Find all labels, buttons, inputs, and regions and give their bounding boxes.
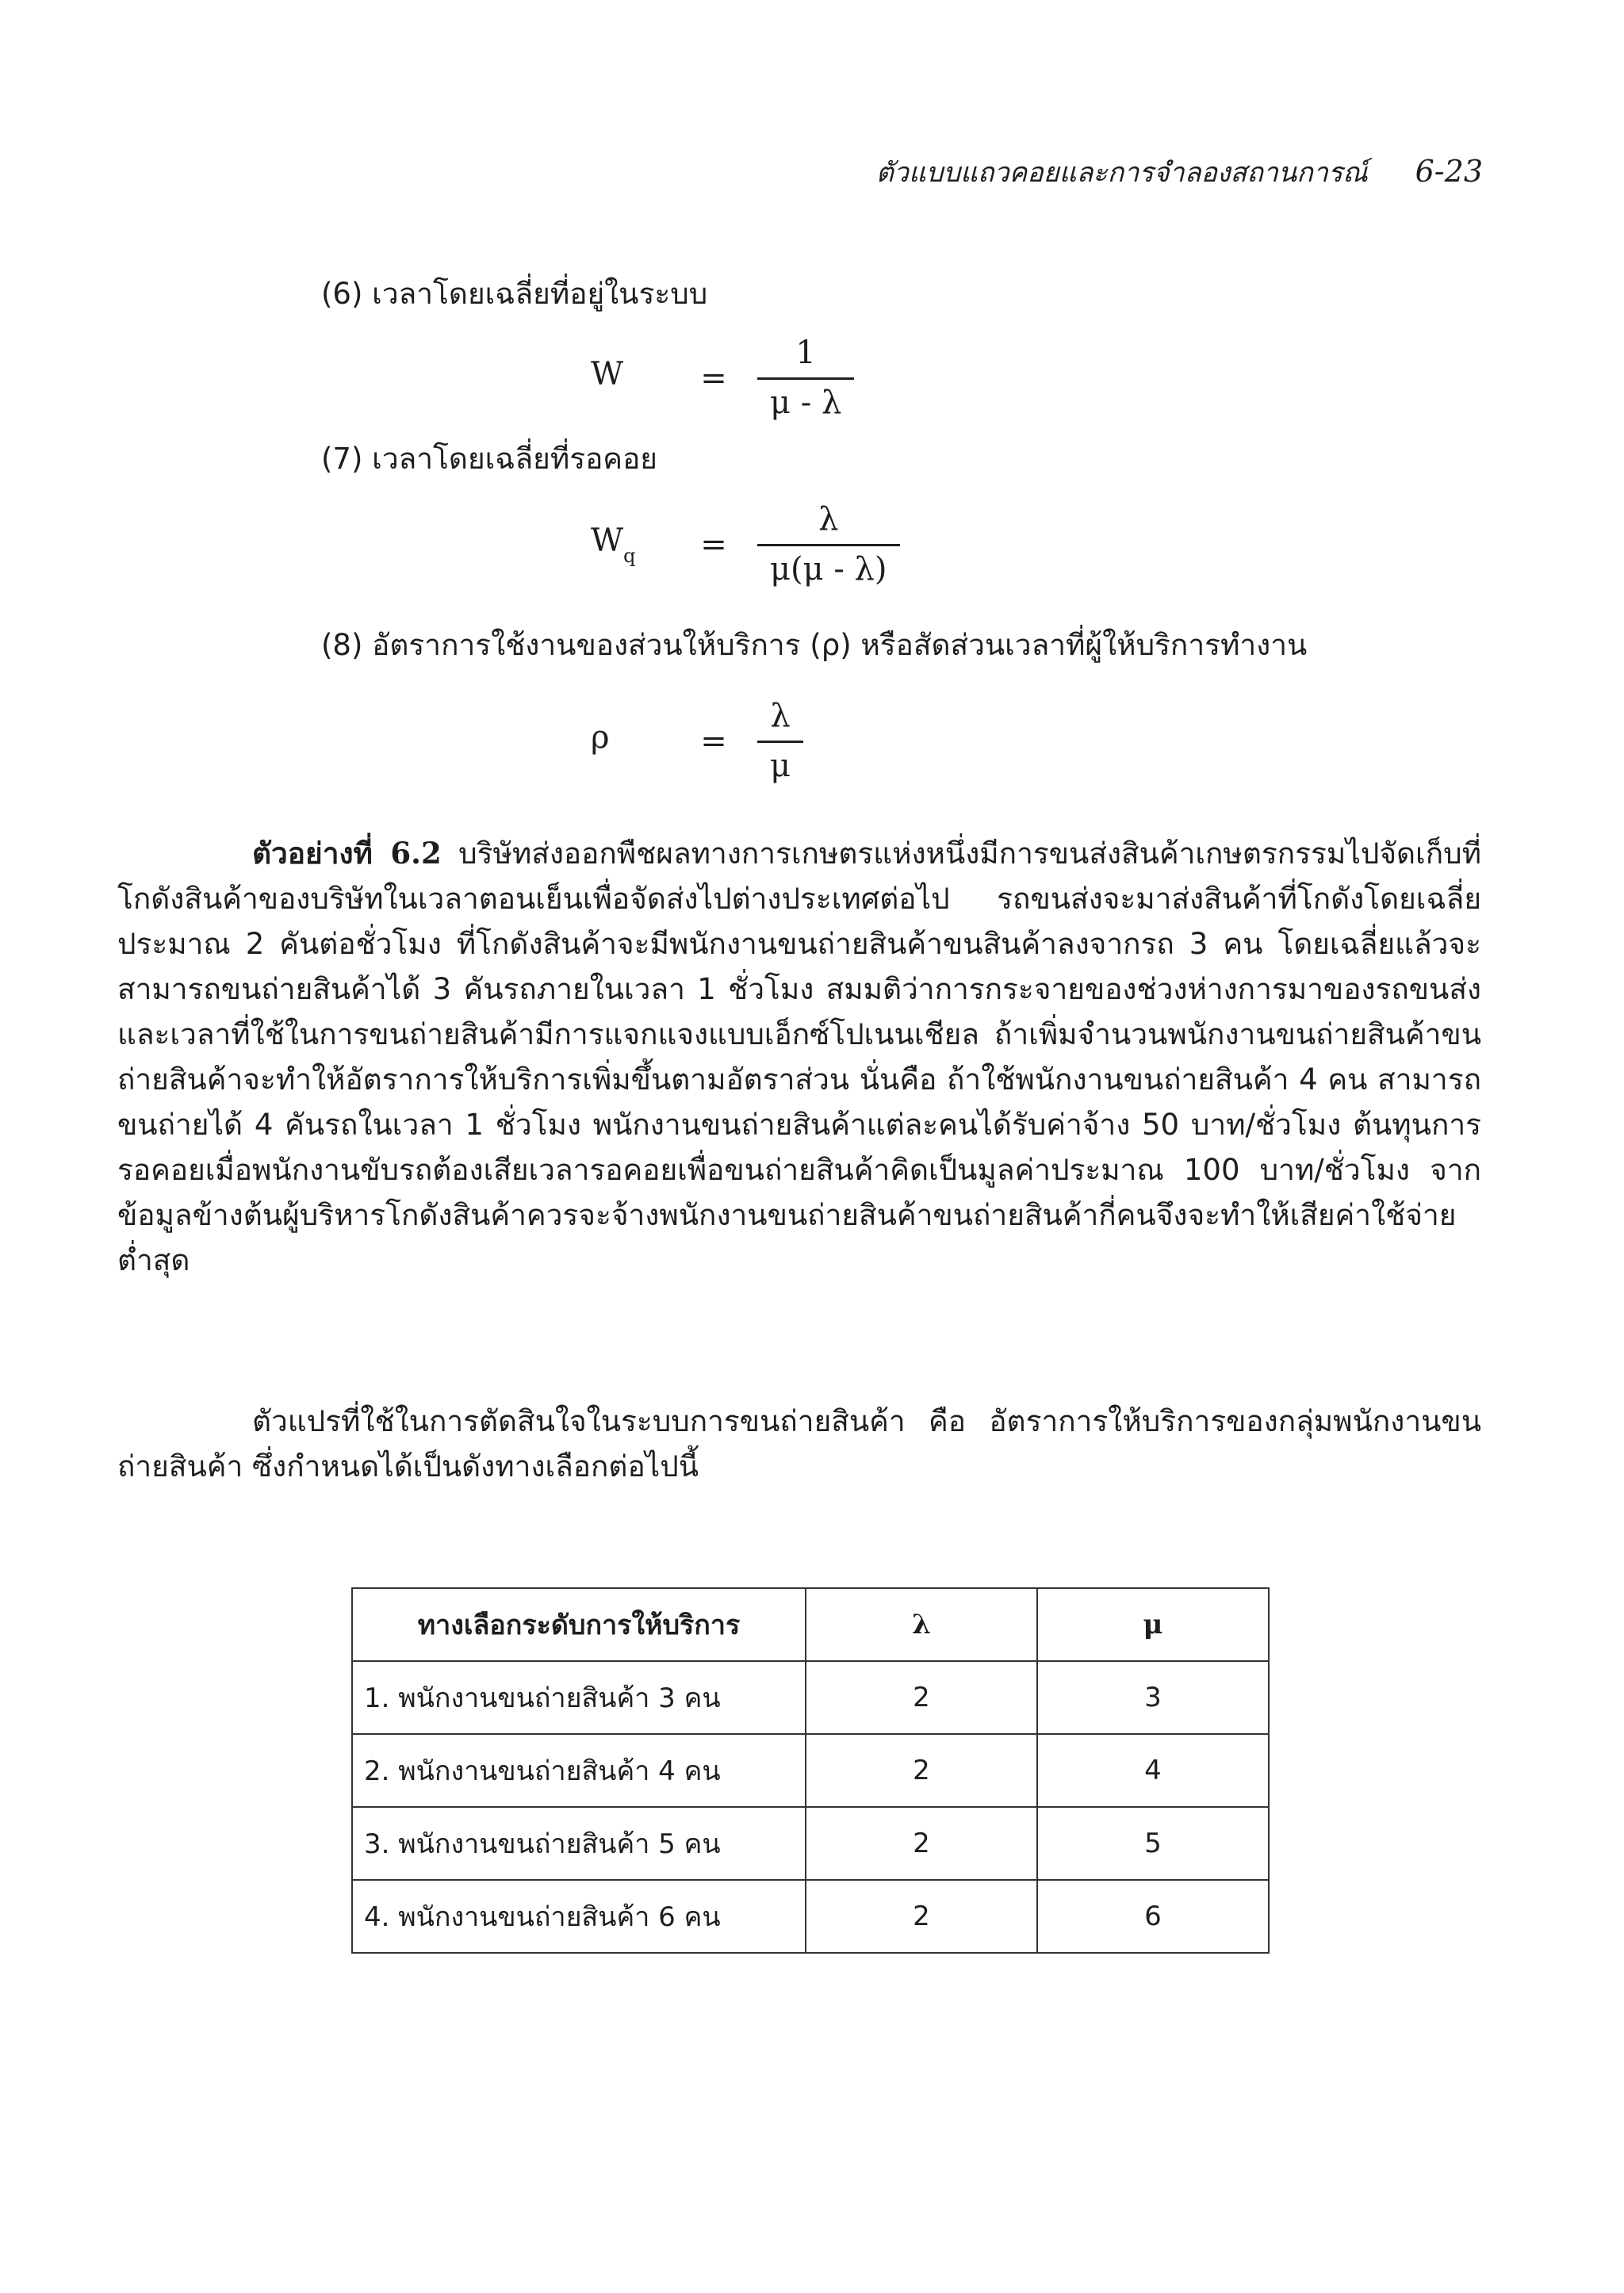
formula-8-label: (8) อัตราการใช้งานของส่วนให้บริการ (ρ) หรือสัดส่วนเวลาที่ผู้ให้บริการทำงาน xyxy=(321,628,1308,662)
formula-8 xyxy=(591,698,803,784)
formula-8-denominator: μ xyxy=(757,741,803,784)
example-text: บริษัทส่งออกพืชผลทางการเกษตรแห่งหนึ่งมีการขนส่งสินค้าเกษตรกรรมไปจัดเก็บที่โกดังสินค้าของบริษัทในเวลาตอนเย็นเพื่อจัดส่งไปต่างประเทศต่อไป รถขนส่งจะมาส่งสินค้าที่โกดังโดยเฉลี่ยประมาณ 2 คันต่อชั่วโมง ที่โกดังสินค้าจะมีพนักงานขนถ่ายสินค้าขนสินค้าลงจากรถ 3 คน โดยเฉลี่ยแล้วจะสามารถขนถ่ายสินค้าได้ 3 คันรถภายในเวลา 1 ชั่วโมง สมมติว่าการกระจายของช่วงห่างการมาของรถขนส่งและเวลาที่ใช้ในการขนถ่ายสินค้ามีการแจกแจงแบบเอ็กซ์โปเนนเชียล ถ้าเพิ่มจำนวนพนักงานขนถ่ายสินค้าขนถ่ายสินค้าจะทำให้อัตราการให้บริการเพิ่มขึ้นตามอัตราส่วน นั่นคือ ถ้าใช้พนักงานขนถ่ายสินค้า 4 คน สามารถขนถ่ายได้ 4 คันรถในเวลา 1 ชั่วโมง พนักงานขนถ่ายสินค้าแต่ละคนได้รับค่าจ้าง 50 บาท/ชั่วโมง ต้นทุนการรอคอยเมื่อพนักงานขับรถต้องเสียเวลารอคอยเพื่อขนถ่ายสินค้าคิดเป็นมูลค่าประมาณ 100 บาท/ชั่วโมง จากข้อมูลข้างต้นผู้บริหารโกดังสินค้าควรจะจ้างพนักงานขนถ่ายสินค้าขนถ่ายสินค้ากี่คนจึงจะทำให้เสียค่าใช้จ่ายต่ำสุด xyxy=(117,836,1481,1277)
formula-7 xyxy=(591,501,900,588)
decision-variable-paragraph: ตัวแปรที่ใช้ในการตัดสินใจในระบบการขนถ่ายสินค้า คือ อัตราการให้บริการของกลุ่มพนักงานขนถ่ายสินค้า ซึ่งกำหนดได้เป็นดังทางเลือกต่อไปนี้ xyxy=(117,1404,1481,1483)
column-header-option: ทางเลือกระดับการให้บริการ xyxy=(352,1588,806,1661)
lambda-cell: 2 xyxy=(806,1880,1037,1953)
option-cell: 4. พนักงานขนถ่ายสินค้า 6 คน xyxy=(352,1880,806,1953)
column-header-lambda: λ xyxy=(806,1588,1037,1661)
formula-6-numerator: 1 xyxy=(795,335,816,371)
lambda-cell: 2 xyxy=(806,1734,1037,1807)
option-cell: 2. พนักงานขนถ่ายสินค้า 4 คน xyxy=(352,1734,806,1807)
service-level-table xyxy=(351,1587,1270,1954)
table-header-row xyxy=(352,1588,1269,1661)
formula-7-lhs: $W_q$ xyxy=(591,522,636,567)
formula-8-equals: = xyxy=(700,722,727,760)
formula-8-numerator: λ xyxy=(770,698,791,734)
example-lead: ตัวอย่างที่ 6.2 xyxy=(252,836,442,871)
option-cell: 3. พนักงานขนถ่ายสินค้า 5 คน xyxy=(352,1807,806,1880)
formula-8-fraction xyxy=(757,698,803,784)
table-row xyxy=(352,1734,1269,1807)
lambda-cell: 2 xyxy=(806,1661,1037,1734)
table-row xyxy=(352,1807,1269,1880)
lambda-cell: 2 xyxy=(806,1807,1037,1880)
mu-cell: 6 xyxy=(1037,1880,1269,1953)
mu-cell: 4 xyxy=(1037,1734,1269,1807)
mu-cell: 3 xyxy=(1037,1661,1269,1734)
page-number: 6-23 xyxy=(1415,154,1483,189)
formula-7-equals: = xyxy=(700,526,727,563)
formula-8-lhs: ρ xyxy=(591,718,610,756)
formula-7-fraction xyxy=(757,501,900,588)
formula-7-numerator: λ xyxy=(818,501,839,538)
formula-6-denominator: μ - λ xyxy=(757,377,854,421)
formula-6-label: (6) เวลาโดยเฉลี่ยที่อยู่ในระบบ xyxy=(321,277,708,311)
table-row xyxy=(352,1880,1269,1953)
running-header xyxy=(841,151,1483,193)
table-row xyxy=(352,1661,1269,1734)
formula-7-label: (7) เวลาโดยเฉลี่ยที่รอคอย xyxy=(321,442,657,476)
formula-6-fraction xyxy=(757,335,854,421)
formula-7-denominator: μ(μ - λ) xyxy=(757,544,900,588)
formula-6-equals: = xyxy=(700,359,727,396)
formula-6 xyxy=(591,335,854,421)
formula-6-lhs: W xyxy=(591,355,624,392)
option-cell: 1. พนักงานขนถ่ายสินค้า 3 คน xyxy=(352,1661,806,1734)
example-paragraph xyxy=(117,831,1481,1283)
mu-cell: 5 xyxy=(1037,1807,1269,1880)
header-title: ตัวแบบแถวคอยและการจำลองสถานการณ์ xyxy=(875,157,1368,189)
column-header-mu: μ xyxy=(1037,1588,1269,1661)
